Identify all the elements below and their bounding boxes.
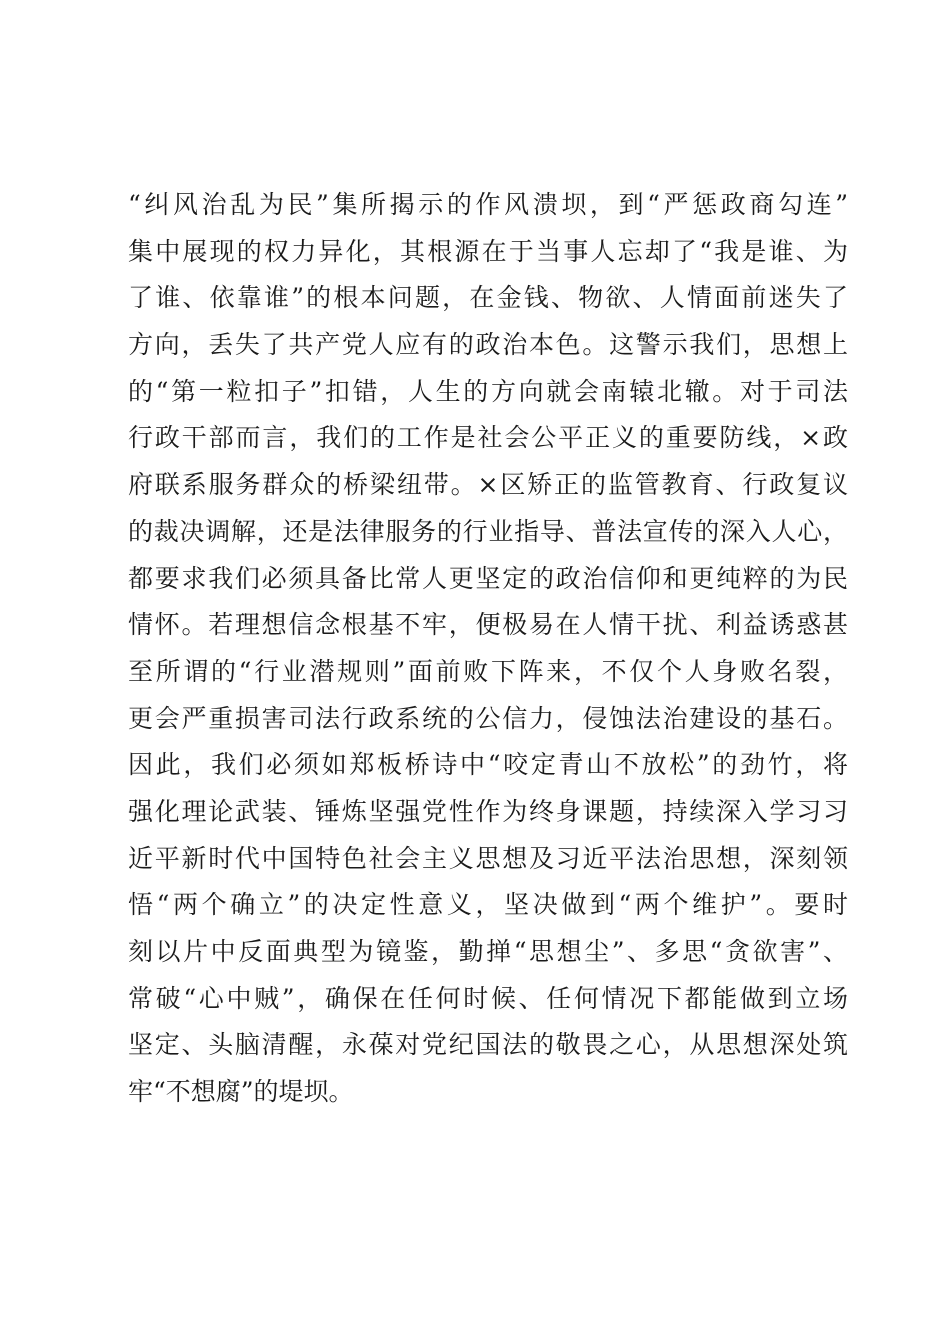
paragraph-line: 的“第一粒扣子”扣错，人生的方向就会南辕北辙。对于司法: [128, 376, 848, 406]
paragraph-line: 常破“心中贼”，确保在任何时候、任何情况下都能做到立场: [128, 983, 848, 1013]
paragraph-line: 牢“不想腐”的堤坝。: [128, 1077, 354, 1107]
paragraph-line: 都要求我们必须具备比常人更坚定的政治信仰和更纯粹的为民: [128, 563, 848, 593]
paragraph-line: 坚定、头脑清醒，永葆对党纪国法的敬畏之心，从思想深处筑: [128, 1030, 848, 1060]
paragraph-line: 因此，我们必须如郑板桥诗中“咬定青山不放松”的劲竹，将: [128, 750, 848, 780]
paragraph-line: 近平新时代中国特色社会主义思想及习近平法治思想，深刻领: [128, 843, 848, 873]
body-paragraph: [128, 182, 848, 1116]
paragraph-line: 悟“两个确立”的决定性意义，坚决做到“两个维护”。要时: [128, 890, 848, 920]
paragraph-line: 更会严重损害司法行政系统的公信力，侵蚀法治建设的基石。: [128, 703, 848, 733]
paragraph-line: 行政干部而言，我们的工作是社会公平正义的重要防线，×政: [128, 423, 848, 453]
paragraph-line: 情怀。若理想信念根基不牢，便极易在人情干扰、利益诱惑甚: [128, 610, 848, 640]
paragraph-line: 刻以片中反面典型为镜鉴，勤掸“思想尘”、多思“贪欲害”、: [128, 937, 848, 966]
paragraph-line: 了谁、依靠谁”的根本问题，在金钱、物欲、人情面前迷失了: [128, 283, 848, 313]
paragraph-line: 方向，丢失了共产党人应有的政治本色。这警示我们，思想上: [128, 330, 848, 360]
paragraph-line: 至所谓的“行业潜规则”面前败下阵来，不仅个人身败名裂，: [128, 656, 848, 686]
paragraph-line: 集中展现的权力异化，其根源在于当事人忘却了“我是谁、为: [128, 236, 848, 266]
paragraph-line: 的裁决调解，还是法律服务的行业指导、普法宣传的深入人心，: [128, 516, 848, 546]
paragraph-line: “纠风治乱为民”集所揭示的作风溃坝，到“严惩政商勾连”: [128, 190, 848, 219]
paragraph-line: 府联系服务群众的桥梁纽带。×区矫正的监管教育、行政复议: [128, 470, 848, 500]
paragraph-line: 强化理论武装、锤炼坚强党性作为终身课题，持续深入学习习: [128, 796, 848, 826]
